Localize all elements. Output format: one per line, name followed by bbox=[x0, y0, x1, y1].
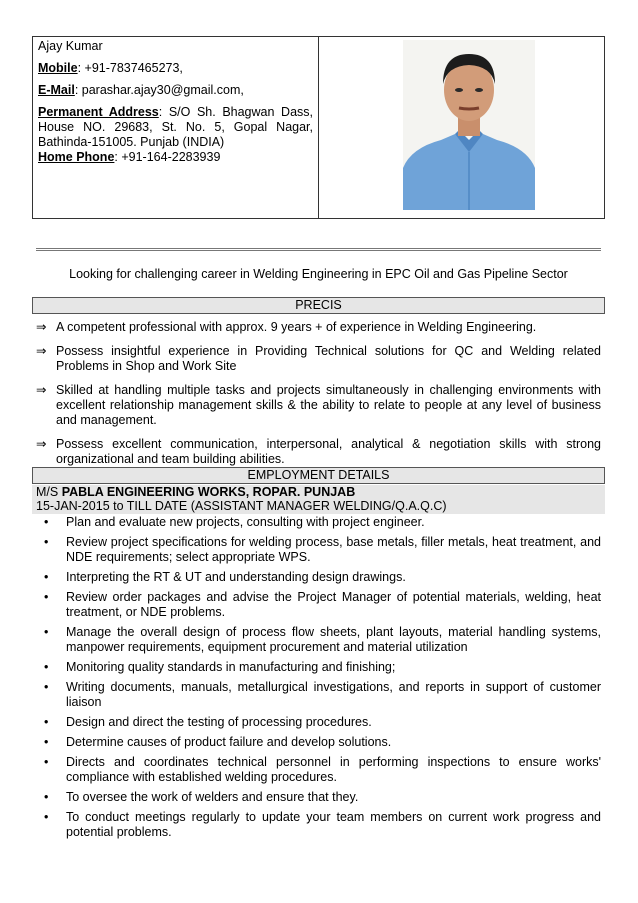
bullet-icon: • bbox=[44, 535, 49, 549]
precis-heading: PRECIS bbox=[32, 297, 605, 314]
list-item: ⇒ Possess insightful experience in Providing Technical solutions for QC and Welding related Problems in Shop and Work Site bbox=[36, 344, 601, 373]
bullet-icon: • bbox=[44, 625, 49, 639]
bullet-icon: • bbox=[44, 790, 49, 804]
arrow-icon: ⇒ bbox=[36, 383, 47, 397]
employment-heading: EMPLOYMENT DETAILS bbox=[32, 467, 605, 484]
email-label: E-Mail bbox=[38, 83, 75, 97]
company-block bbox=[32, 485, 605, 514]
header-divider bbox=[36, 248, 601, 251]
list-item: • To oversee the work of welders and ensure that they. bbox=[44, 790, 359, 804]
list-item: ⇒ Skilled at handling multiple tasks and projects simultaneously in challenging environments with excellent relationship management skills & the ability to relate to people at any level of business and management. bbox=[36, 383, 601, 427]
list-item: ⇒ A competent professional with approx. 9 years + of experience in Welding Engineering. bbox=[36, 320, 537, 334]
photo-cell bbox=[319, 37, 604, 218]
home-phone-line bbox=[38, 150, 313, 165]
profile-photo bbox=[403, 40, 535, 210]
portrait-illustration bbox=[403, 40, 535, 210]
company-name: PABLA ENGINEERING WORKS, ROPAR. PUNJAB bbox=[61, 485, 356, 499]
bullet-icon: • bbox=[44, 810, 49, 824]
list-item: • Writing documents, manuals, metallurgical investigations, and reports in support of customer liaison bbox=[44, 680, 601, 709]
list-item: • Determine causes of product failure and develop solutions. bbox=[44, 735, 392, 749]
job-period: 15-JAN-2015 to TILL DATE (ASSISTANT MANAGER WELDING/Q.A.Q.C) bbox=[36, 499, 447, 513]
email-value: : parashar.ajay30@gmail.com, bbox=[74, 83, 244, 97]
list-item: • Directs and coordinates technical personnel in performing inspections to ensure works' compliance with established welding procedures. bbox=[44, 755, 601, 784]
mobile-value: : +91-7837465273, bbox=[77, 61, 183, 75]
list-item: • Interpreting the RT & UT and understanding design drawings. bbox=[44, 570, 406, 584]
list-item: • Design and direct the testing of processing procedures. bbox=[44, 715, 372, 729]
list-item: • To conduct meetings regularly to update your team members on current work progress and potential problems. bbox=[44, 810, 601, 839]
company-prefix: M/S bbox=[36, 485, 62, 499]
email-line bbox=[38, 83, 313, 98]
bullet-icon: • bbox=[44, 515, 49, 529]
bullet-icon: • bbox=[44, 570, 49, 584]
mobile-label: Mobile bbox=[38, 61, 78, 75]
arrow-icon: ⇒ bbox=[36, 344, 47, 358]
header-box bbox=[32, 36, 605, 219]
list-item: ⇒ Possess excellent communication, interpersonal, analytical & negotiation skills with strong organizational and team building abilities. bbox=[36, 437, 601, 466]
address-value: : S/O Sh. Bhagwan Dass, House NO. 29683, St. No. 5, Gopal Nagar, Bathinda-151005. Punjab (INDIA) bbox=[38, 105, 313, 149]
bullet-icon: • bbox=[44, 755, 49, 769]
arrow-icon: ⇒ bbox=[36, 320, 47, 334]
bullet-icon: • bbox=[44, 735, 49, 749]
home-phone-value: : +91-164-2283939 bbox=[114, 150, 221, 164]
list-item: • Manage the overall design of process flow sheets, plant layouts, material handling systems, manpower requirements, equipment procurement and material utilization bbox=[44, 625, 601, 654]
duty-list bbox=[36, 515, 601, 845]
list-item: • Plan and evaluate new projects, consulting with project engineer. bbox=[44, 515, 425, 529]
bullet-icon: • bbox=[44, 680, 49, 694]
contact-block bbox=[33, 37, 319, 218]
home-phone-label: Home Phone bbox=[38, 150, 115, 164]
address-label: Permanent Address bbox=[38, 105, 159, 119]
bullet-icon: • bbox=[44, 715, 49, 729]
list-item: • Monitoring quality standards in manufacturing and finishing; bbox=[44, 660, 396, 674]
bullet-icon: • bbox=[44, 590, 49, 604]
precis-list bbox=[36, 320, 601, 476]
bullet-icon: • bbox=[44, 660, 49, 674]
list-item: • Review order packages and advise the Project Manager of potential materials, welding, heat treatment, or NDE problems. bbox=[44, 590, 601, 619]
company-line bbox=[36, 485, 605, 499]
career-objective: Looking for challenging career in Welding Engineering in EPC Oil and Gas Pipeline Sector bbox=[69, 267, 568, 281]
mobile-line bbox=[38, 61, 313, 76]
list-item: • Review project specifications for welding process, base metals, filler metals, heat treatment, and NDE requirements; select appropriate WPS. bbox=[44, 535, 601, 564]
candidate-name: Ajay Kumar bbox=[38, 39, 103, 53]
address-line bbox=[38, 105, 313, 150]
arrow-icon: ⇒ bbox=[36, 437, 47, 451]
